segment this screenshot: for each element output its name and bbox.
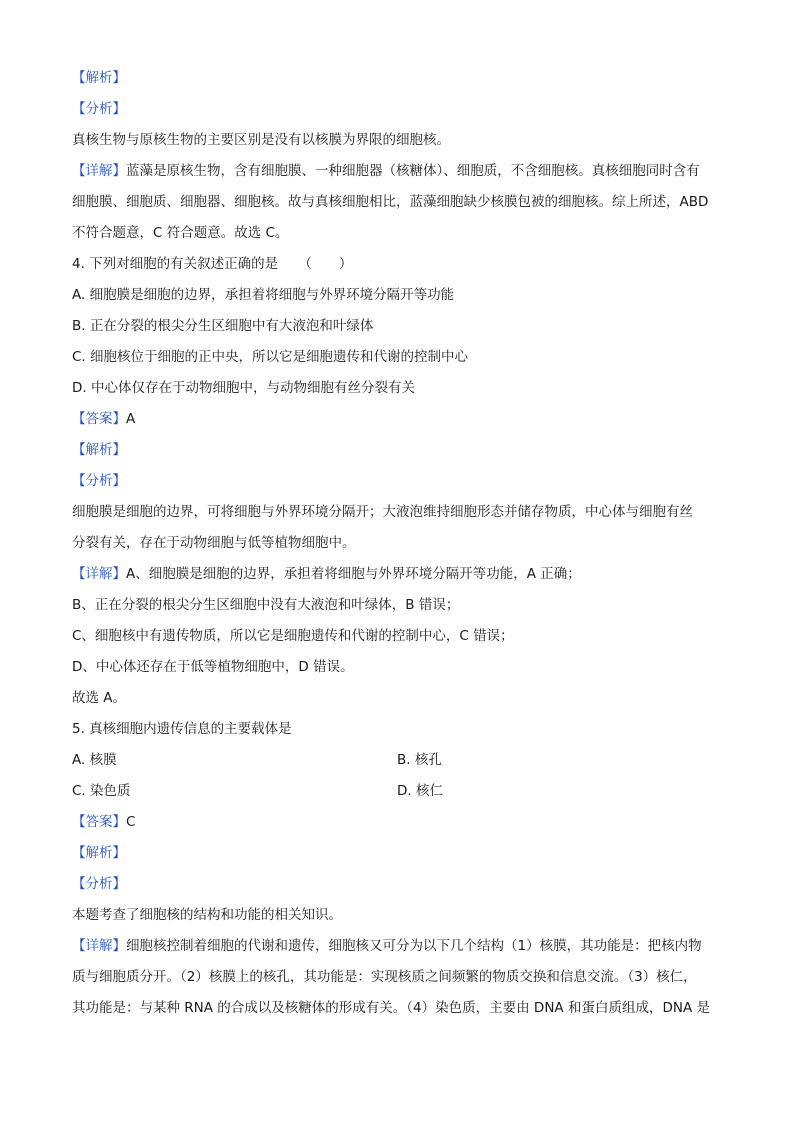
tag-xiangjie: 【详解】 xyxy=(72,163,126,179)
question-4-detail-1 xyxy=(72,559,722,590)
question-4-option-c: C. 细胞核位于细胞的正中央，所以它是细胞遗传和代谢的控制中心 xyxy=(72,349,469,365)
question-5-options-row-2 xyxy=(72,776,722,807)
question-5-option-c: C. 染色质 xyxy=(72,783,131,799)
section-tag-analysis xyxy=(72,63,722,94)
detail-text: A、细胞膜是细胞的边界，承担着将细胞与外界环境分隔开等功能，A 正确； xyxy=(126,566,581,582)
question-4-option-b: B. 正在分裂的根尖分生区细胞中有大液泡和叶绿体 xyxy=(72,318,374,334)
question-5-analysis: 本题考查了细胞核的结构和功能的相关知识。 xyxy=(72,907,342,923)
question-4-option-d: D. 中心体仅存在于动物细胞中，与动物细胞有丝分裂有关 xyxy=(72,380,415,396)
detail-line-2: 细胞膜、细胞质、细胞器、细胞核。故与真核细胞相比，蓝藻细胞缺少核膜包被的细胞核。综上所述，ABD xyxy=(72,194,709,210)
detail-line-1 xyxy=(72,156,722,187)
question-4-tag-fenxi xyxy=(72,466,722,497)
question-5-option-d: D. 核仁 xyxy=(397,783,443,799)
question-4-detail-4: D、中心体还存在于低等植物细胞中，D 错误。 xyxy=(72,659,354,675)
answer-value: A xyxy=(126,411,136,427)
question-5-tag-fenxi xyxy=(72,869,722,900)
detail-text: 细胞核控制着细胞的代谢和遗传，细胞核又可分为以下几个结构（1）核膜，其功能是：把核内物 xyxy=(126,938,702,954)
question-4-conclusion: 故选 A。 xyxy=(72,690,127,706)
question-5-options-row-1 xyxy=(72,745,722,776)
tag-daan: 【答案】 xyxy=(72,814,126,830)
tag-fenxi: 【分析】 xyxy=(72,101,126,117)
section-tag-fenxi xyxy=(72,94,722,125)
question-5-answer xyxy=(72,807,722,838)
tag-daan: 【答案】 xyxy=(72,411,126,427)
question-5-option-b: B. 核孔 xyxy=(397,752,442,768)
detail-line-3: 不符合题意，C 符合题意。故选 C。 xyxy=(72,225,289,241)
question-5-detail-2: 质与细胞质分开。（2）核膜上的核孔，其功能是：实现核质之间频繁的物质交换和信息交流。（3）核仁， xyxy=(72,969,697,985)
question-4-analysis-1: 细胞膜是细胞的边界，可将细胞与外界环境分隔开；大液泡维持细胞形态并储存物质，中心体与细胞有丝 xyxy=(72,504,693,520)
question-5-detail-3: 其功能是：与某种 RNA 的合成以及核糖体的形成有关。（4）染色质，主要由 DNA 和蛋白质组成，DNA 是 xyxy=(72,1000,710,1016)
tag-jiexi: 【解析】 xyxy=(72,70,126,86)
question-5-option-a: A. 核膜 xyxy=(72,752,117,768)
question-5-stem: 5. 真核细胞内遗传信息的主要载体是 xyxy=(72,721,292,737)
analysis-text: 真核生物与原核生物的主要区别是没有以核膜为界限的细胞核。 xyxy=(72,132,450,148)
tag-xiangjie: 【详解】 xyxy=(72,938,126,954)
question-4-detail-3: C、细胞核中有遗传物质，所以它是细胞遗传和代谢的控制中心，C 错误； xyxy=(72,628,514,644)
question-4-detail-2: B、正在分裂的根尖分生区细胞中没有大液泡和叶绿体，B 错误； xyxy=(72,597,460,613)
question-4-tag-jiexi xyxy=(72,435,722,466)
tag-jiexi: 【解析】 xyxy=(72,442,126,458)
document-content xyxy=(72,63,722,1024)
tag-xiangjie: 【详解】 xyxy=(72,566,126,582)
question-4-analysis-2: 分裂有关，存在于动物细胞与低等植物细胞中。 xyxy=(72,535,356,551)
tag-fenxi: 【分析】 xyxy=(72,473,126,489)
tag-fenxi: 【分析】 xyxy=(72,876,126,892)
detail-text: 蓝藻是原核生物，含有细胞膜、一种细胞器（核糖体）、细胞质，不含细胞核。真核细胞同时含有 xyxy=(126,163,700,179)
question-4-stem: 4. 下列对细胞的有关叙述正确的是 （ ） xyxy=(72,256,353,272)
question-4-option-a: A. 细胞膜是细胞的边界，承担着将细胞与外界环境分隔开等功能 xyxy=(72,287,455,303)
tag-jiexi: 【解析】 xyxy=(72,845,126,861)
answer-value: C xyxy=(126,814,136,830)
question-5-detail-1 xyxy=(72,931,722,962)
question-5-tag-jiexi xyxy=(72,838,722,869)
question-4-answer xyxy=(72,404,722,435)
